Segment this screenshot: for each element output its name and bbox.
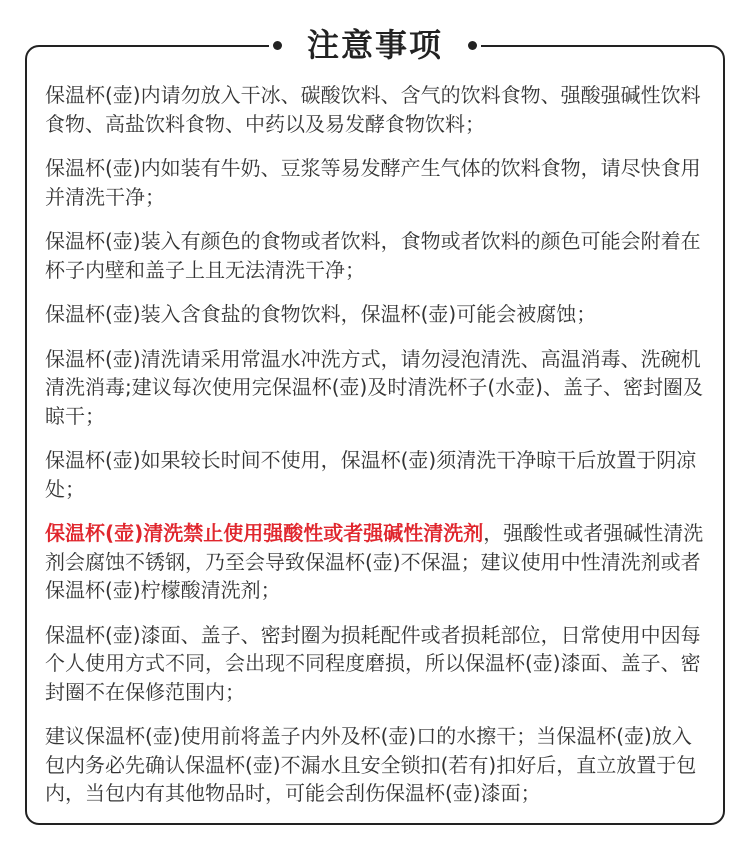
title-banner xyxy=(269,23,481,67)
notice-item: 建议保温杯(壶)使用前将盖子内外及杯(壶)口的水擦干；当保温杯(壶)放入包内务必先确认保温杯(壶)不漏水且安全锁扣(若有)扣好后，直立放置于包内，当包内有其他物品时，可能会刮伤保温杯(壶)漆面； xyxy=(45,724,697,805)
notice-item: 保温杯(壶)内请勿放入干冰、碳酸饮料、含气的饮料食物、强酸强碱性饮料食物、高盐饮料食物、中药以及易发酵食物饮料； xyxy=(45,83,701,136)
notice-list xyxy=(45,81,709,824)
notice-item: 保温杯(壶)装入含食盐的食物饮料，保温杯(壶)可能会被腐蚀； xyxy=(45,302,597,326)
page-title: 注意事项 xyxy=(306,26,443,64)
notice-item-warning xyxy=(45,519,709,605)
warning-body-text: ，强酸性或者强碱性清洗剂会腐蚀不锈钢，乃至会导致保温杯(壶)不保温；建议使用中性清洗剂或者保温杯(壶)柠檬酸清洗剂； xyxy=(45,521,704,602)
notice-item: 保温杯(壶)清洗请采用常温水冲洗方式，请勿浸泡清洗、高温消毒、洗碗机清洗消毒;建议每次使用完保温杯(壶)及时清洗杯子(水壶)、盖子、密封圈及晾干； xyxy=(45,346,703,428)
left-dot-icon xyxy=(273,41,282,50)
notice-item: 保温杯(壶)装入有颜色的食物或者饮料，食物或者饮料的颜色可能会附着在杯子内壁和盖子上且无法清洗干净； xyxy=(45,229,701,282)
notice-box xyxy=(25,26,725,825)
warning-highlight-text: 保温杯(壶)清洗禁止使用强酸性或者强碱性清洗剂 xyxy=(45,521,484,545)
notice-item: 保温杯(壶)如果较长时间不使用，保温杯(壶)须清洗干净晾干后放置于阴凉处； xyxy=(45,448,697,501)
notice-item: 保温杯(壶)内如装有牛奶、豆浆等易发酵产生气体的饮料食物，请尽快食用并清洗干净； xyxy=(45,156,701,209)
notice-item: 保温杯(壶)漆面、盖子、密封圈为损耗配件或者损耗部位，日常使用中因每个人使用方式不同，会出现不同程度磨损，所以保温杯(壶)漆面、盖子、密封圈不在保修范围内； xyxy=(45,622,701,704)
right-dot-icon xyxy=(468,41,477,50)
